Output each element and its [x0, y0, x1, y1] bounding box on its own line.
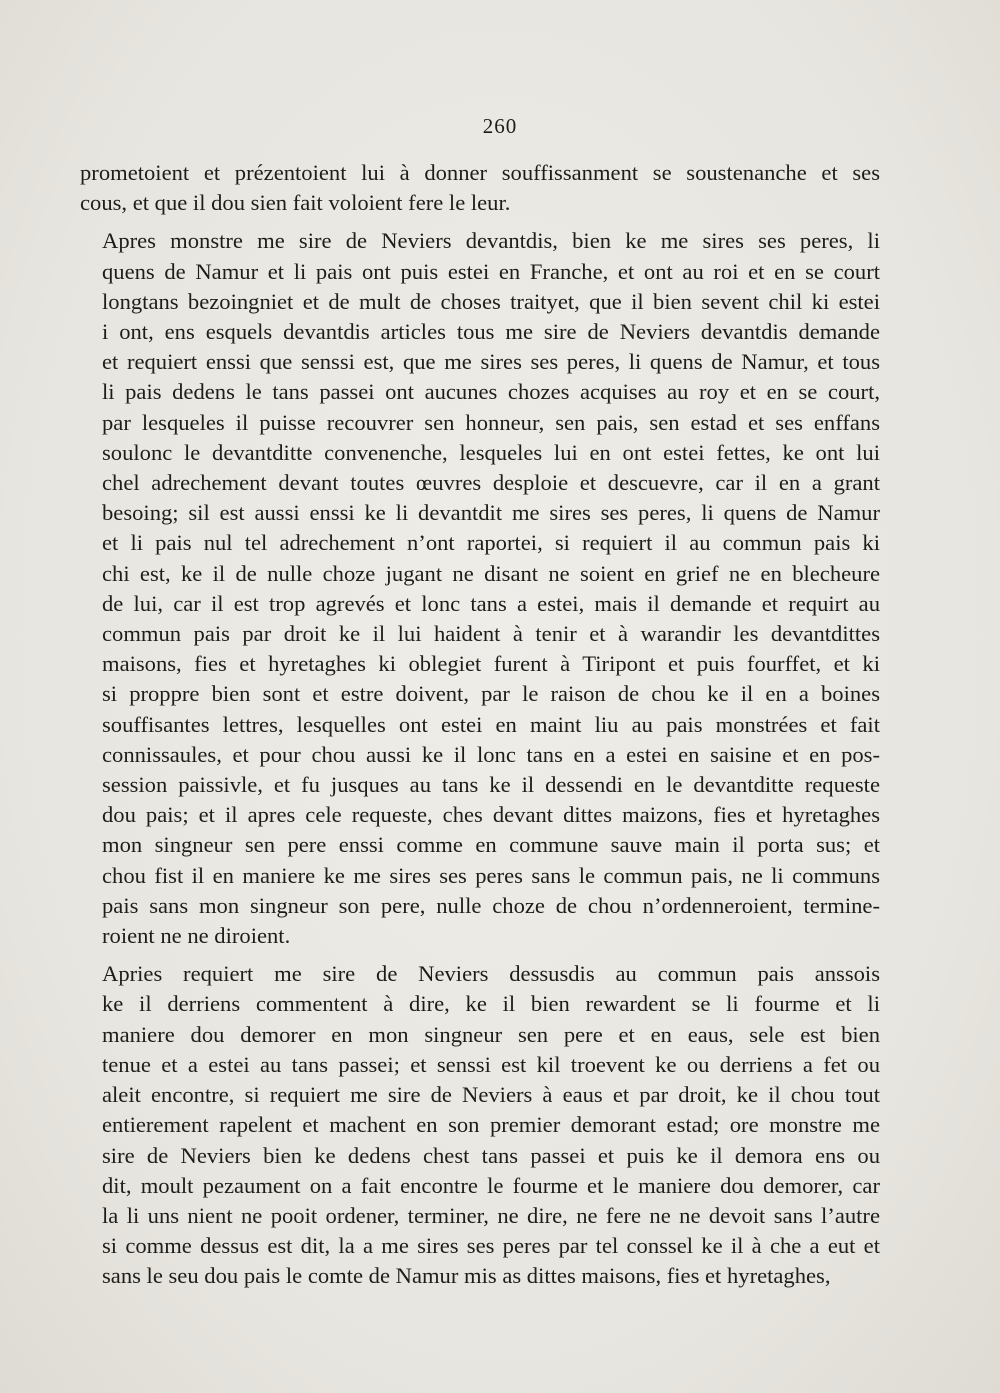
- text-line: entierement rapelent et machent en son premier demorant estad; ore monstre me: [102, 1112, 880, 1138]
- text-line: soulonc le devantditte convenenche, lesqueles lui en ont estei fettes, ke ont lui: [102, 439, 880, 465]
- text-line: roient ne ne diroient.: [102, 923, 291, 949]
- paragraph: [80, 226, 880, 951]
- text-line: si proppre bien sont et estre doivent, par le raison de chou ke il en a boines: [102, 681, 880, 707]
- text-line: i ont, ens esquels devantdis articles tous me sire de Neviers devantdis demande: [102, 319, 880, 345]
- text-line: commun pais par droit ke il lui haident à tenir et à warandir les devantdittes: [102, 621, 880, 647]
- text-line: Apres monstre me sire de Neviers devantdis, bien ke me sires ses peres, li: [102, 228, 880, 254]
- text-line: session paissivle, et fu jusques au tans ke il dessendi en le devantditte requeste: [102, 772, 880, 798]
- text-line: ke il derriens commentent à dire, ke il bien rewardent se li fourme et li: [102, 991, 880, 1017]
- text-line: de lui, car il est trop agrevés et lonc tans a estei, mais il demande et requirt au: [102, 590, 880, 616]
- text-line: chel adrechement devant toutes œuvres desploie et descuevre, car il en a grant: [102, 470, 880, 496]
- text-line: et requiert enssi que senssi est, que me sires ses peres, li quens de Namur, et tous: [102, 349, 880, 375]
- text-line: souffisantes lettres, lesquelles ont estei en maint liu au pais monstrées et fait: [102, 711, 880, 737]
- text-line: maniere dou demorer en mon singneur sen pere et en eaus, sele est bien: [102, 1021, 880, 1047]
- text-line: si comme dessus est dit, la a me sires ses peres par tel conssel ke il à che a eut et: [102, 1233, 880, 1259]
- text-line: sans le seu dou pais le comte de Namur mis as dittes maisons, fies et hyretaghes,: [102, 1263, 831, 1289]
- text-line: et li pais nul tel adrechement n’ont raportei, si requiert il au commun pais ki: [102, 530, 880, 556]
- text-line: mon singneur sen pere enssi comme en commune sauve main il porta sus; et: [102, 832, 880, 858]
- text-line: quens de Namur et li pais ont puis estei en Franche, et ont au roi et en se court: [102, 258, 880, 284]
- text-line: chi est, ke il de nulle choze jugant ne disant ne soient en grief ne en blecheure: [102, 560, 880, 586]
- text-line: pais sans mon singneur son pere, nulle choze de chou n’ordenneroient, termine-: [102, 892, 880, 918]
- text-line: cous, et que il dou sien fait voloient fere le leur.: [80, 190, 511, 216]
- text-line: sire de Neviers bien ke dedens chest tans passei et puis ke il demora ens ou: [102, 1142, 880, 1168]
- paragraph: [80, 158, 880, 218]
- text-line: li pais dedens le tans passei ont aucunes chozes acquises au roy et en se court,: [102, 379, 880, 405]
- text-line: par lesqueles il puisse recouvrer sen honneur, sen pais, sen estad et ses enffans: [102, 409, 880, 435]
- text-line: besoing; sil est aussi enssi ke li devantdit me sires ses peres, li quens de Namur: [102, 500, 880, 526]
- body-text: [80, 158, 880, 1292]
- text-line: aleit encontre, si requiert me sire de Neviers à eaus et par droit, ke il chou tout: [102, 1082, 880, 1108]
- text-line: Apries requiert me sire de Neviers dessusdis au commun pais anssois: [102, 961, 880, 987]
- text-line: connissaules, et pour chou aussi ke il lonc tans en a estei en saisine et en pos-: [102, 741, 880, 767]
- text-line: tenue et a estei au tans passei; et senssi est kil troevent ke ou derriens a fet ou: [102, 1051, 880, 1077]
- text-line: longtans bezoingniet et de mult de choses traityet, que il bien sevent chil ki estei: [102, 288, 880, 314]
- text-line: chou fist il en maniere ke me sires ses peres sans le commun pais, ne li communs: [102, 862, 880, 888]
- text-line: prometoient et prézentoient lui à donner souffissanment se soustenanche et ses: [80, 160, 880, 185]
- text-line: dit, moult pezaument on a fait encontre le fourme et le maniere dou demorer, car: [102, 1172, 880, 1198]
- text-line: maisons, fies et hyretaghes ki oblegiet furent à Tiripont et puis fourffet, et ki: [102, 651, 880, 677]
- page-number: 260: [482, 114, 518, 138]
- text-line: dou pais; et il apres cele requeste, ches devant dittes maizons, fies et hyretaghes: [102, 802, 880, 828]
- paragraph: [80, 959, 880, 1291]
- text-line: la li uns nient ne pooit ordener, terminer, ne dire, ne fere ne ne devoit sans l’autre: [102, 1202, 880, 1228]
